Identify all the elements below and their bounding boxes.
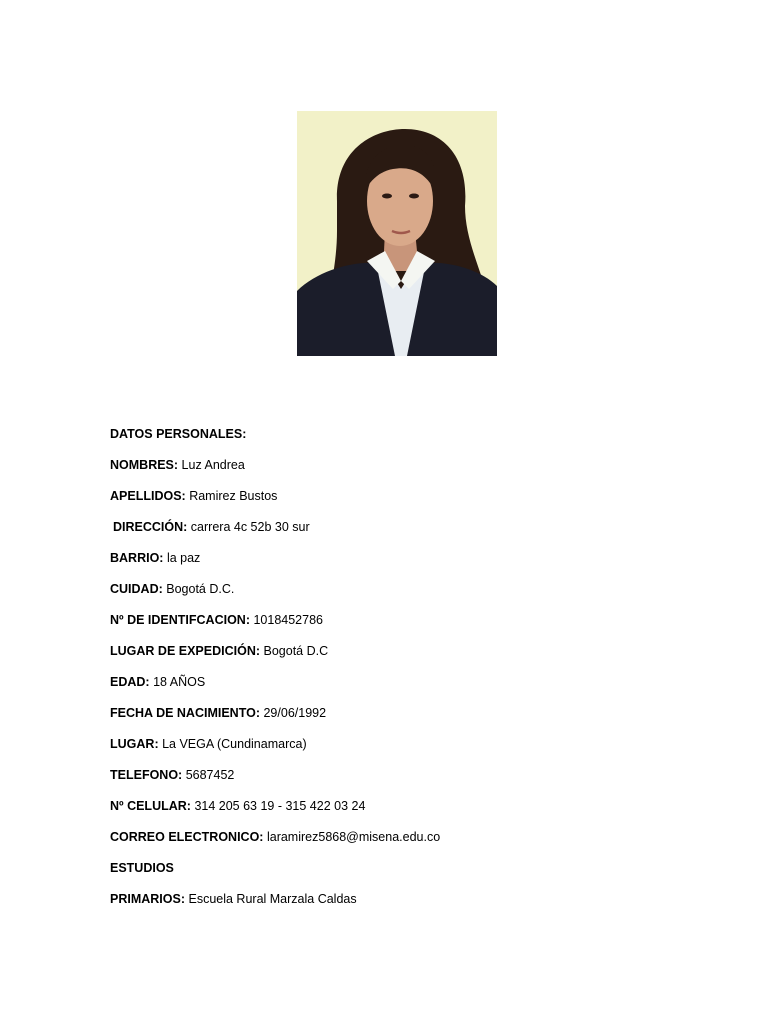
field-fecha-nacimiento: FECHA DE NACIMIENTO: 29/06/1992 xyxy=(110,706,327,720)
left-eye xyxy=(382,194,392,199)
field-primarios: PRIMARIOS: Escuela Rural Marzala Caldas xyxy=(110,892,357,906)
field-cuidad: CUIDAD: Bogotá D.C. xyxy=(110,582,235,596)
field-lugar: LUGAR: La VEGA (Cundinamarca) xyxy=(110,737,307,751)
section-heading-estudios: ESTUDIOS xyxy=(110,861,174,875)
field-apellidos: APELLIDOS: Ramirez Bustos xyxy=(110,489,278,503)
field-direccion: DIRECCIÓN: carrera 4c 52b 30 sur xyxy=(113,520,310,534)
field-correo-electronico: CORREO ELECTRONICO: laramirez5868@misena.edu.co xyxy=(110,830,441,844)
field-barrio: BARRIO: la paz xyxy=(110,551,201,565)
personal-data-section xyxy=(110,425,670,921)
section-heading-datos-personales: DATOS PERSONALES: xyxy=(110,427,247,441)
field-nombres: NOMBRES: Luz Andrea xyxy=(110,458,245,472)
portrait-image xyxy=(297,111,497,356)
field-identificacion: Nº DE IDENTIFCACION: 1018452786 xyxy=(110,613,323,627)
right-eye xyxy=(409,194,419,199)
field-celular: Nº CELULAR: 314 205 63 19 - 315 422 03 24 xyxy=(110,799,366,813)
field-lugar-expedicion: LUGAR DE EXPEDICIÓN: Bogotá D.C xyxy=(110,644,329,658)
field-telefono: TELEFONO: 5687452 xyxy=(110,768,235,782)
field-edad: EDAD: 18 AÑOS xyxy=(110,675,206,689)
profile-photo xyxy=(297,111,497,356)
